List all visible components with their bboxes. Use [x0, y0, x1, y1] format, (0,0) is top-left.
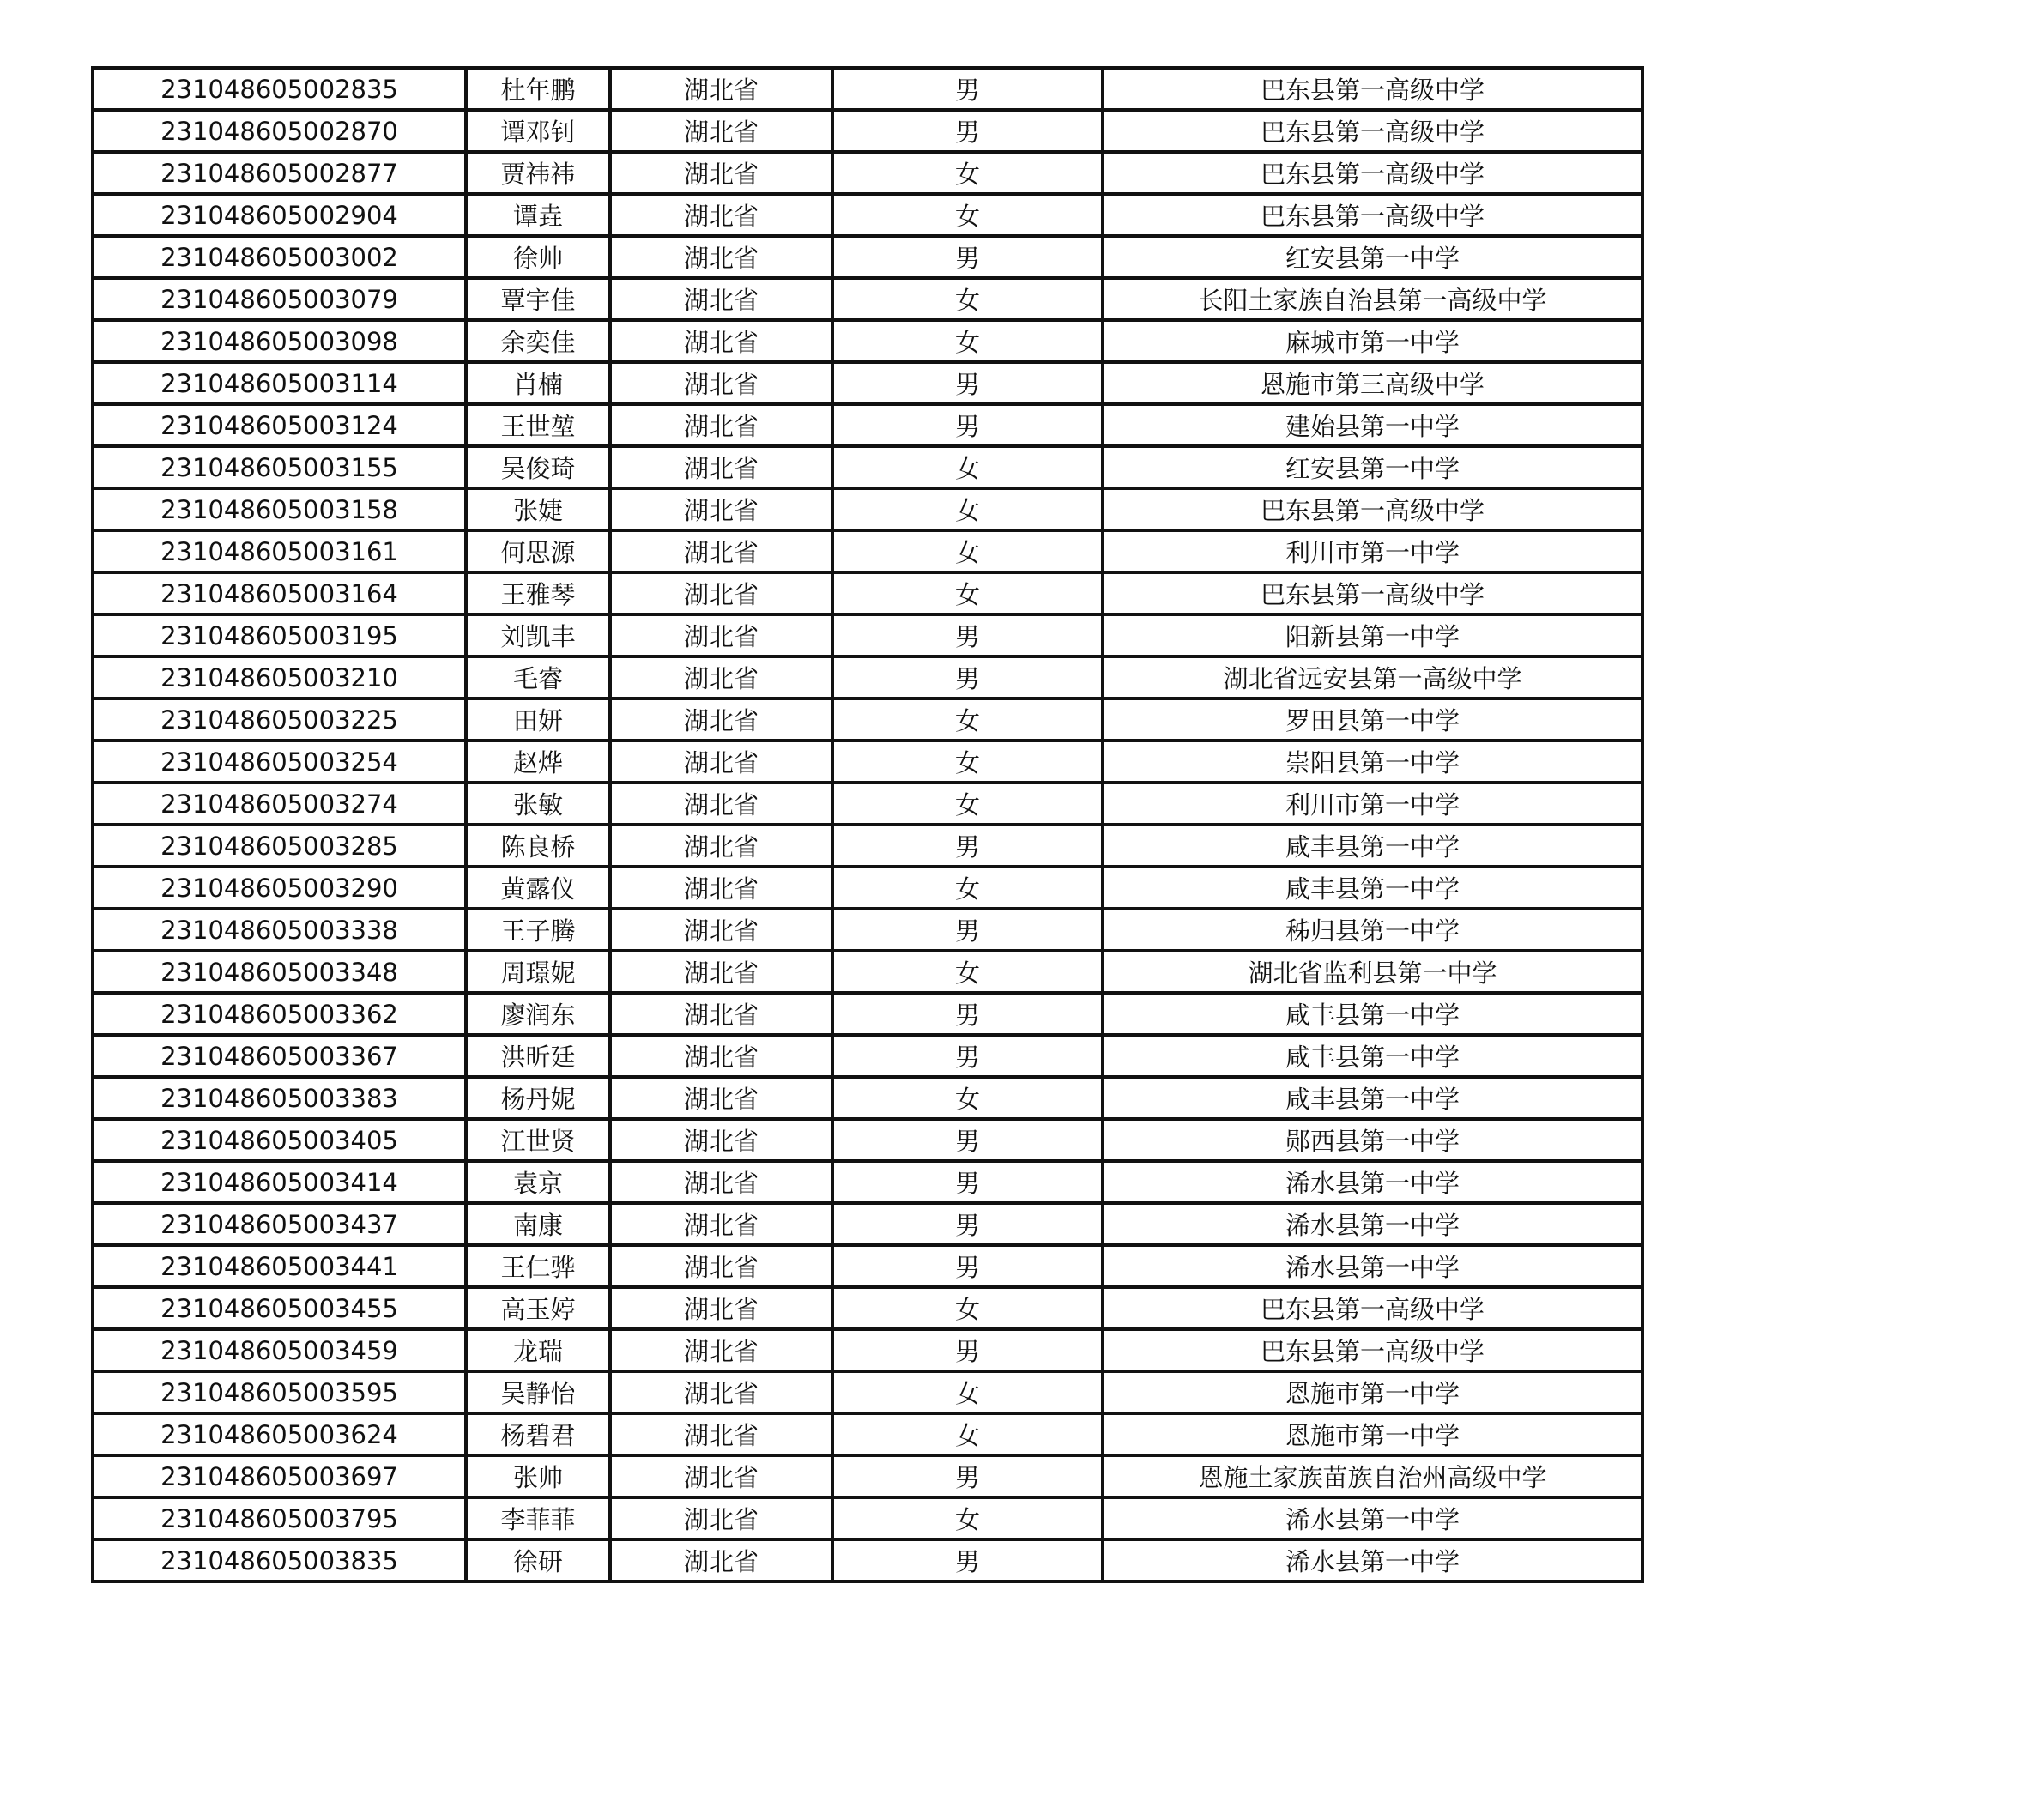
province-cell: 湖北省: [610, 1371, 832, 1413]
school-cell: 浠水县第一中学: [1103, 1161, 1642, 1203]
student-name-cell: 洪昕廷: [466, 1035, 610, 1077]
candidate-id-cell: 231048605003697: [93, 1455, 466, 1497]
province-cell: 湖北省: [610, 362, 832, 404]
gender-cell: 男: [832, 1539, 1103, 1581]
gender-cell: 男: [832, 110, 1103, 152]
province-cell: 湖北省: [610, 1077, 832, 1119]
candidate-id-cell: 231048605003195: [93, 614, 466, 656]
candidate-id-cell: 231048605003098: [93, 320, 466, 362]
gender-cell: 男: [832, 993, 1103, 1035]
candidate-id-cell: 231048605003124: [93, 404, 466, 446]
student-name-cell: 张敏: [466, 783, 610, 825]
school-cell: 咸丰县第一中学: [1103, 867, 1642, 909]
school-cell: 红安县第一中学: [1103, 236, 1642, 278]
student-name-cell: 吴俊琦: [466, 446, 610, 488]
school-cell: 浠水县第一中学: [1103, 1245, 1642, 1287]
province-cell: 湖北省: [610, 1539, 832, 1581]
table-row: [93, 572, 1642, 614]
gender-cell: 女: [832, 741, 1103, 783]
student-name-cell: 袁京: [466, 1161, 610, 1203]
candidate-id-cell: 231048605003405: [93, 1119, 466, 1161]
candidate-id-cell: 231048605002904: [93, 194, 466, 236]
table-row: [93, 825, 1642, 867]
student-name-cell: 王雅琴: [466, 572, 610, 614]
school-cell: 恩施市第一中学: [1103, 1413, 1642, 1455]
student-name-cell: 田妍: [466, 698, 610, 741]
table-row: [93, 68, 1642, 110]
table-row: [93, 1413, 1642, 1455]
province-cell: 湖北省: [610, 1245, 832, 1287]
candidate-id-cell: 231048605003624: [93, 1413, 466, 1455]
table-row: [93, 530, 1642, 572]
province-cell: 湖北省: [610, 867, 832, 909]
table-row: [93, 698, 1642, 741]
table-row: [93, 951, 1642, 993]
candidate-id-cell: 231048605003210: [93, 656, 466, 698]
candidate-id-cell: 231048605003338: [93, 909, 466, 951]
candidate-id-cell: 231048605003164: [93, 572, 466, 614]
candidate-id-cell: 231048605003795: [93, 1497, 466, 1539]
province-cell: 湖北省: [610, 194, 832, 236]
school-cell: 湖北省远安县第一高级中学: [1103, 656, 1642, 698]
table-row: [93, 1371, 1642, 1413]
school-cell: 郧西县第一中学: [1103, 1119, 1642, 1161]
gender-cell: 女: [832, 1413, 1103, 1455]
candidate-id-cell: 231048605003362: [93, 993, 466, 1035]
province-cell: 湖北省: [610, 152, 832, 194]
student-name-cell: 周璟妮: [466, 951, 610, 993]
candidate-id-cell: 231048605003225: [93, 698, 466, 741]
school-cell: 巴东县第一高级中学: [1103, 1287, 1642, 1329]
gender-cell: 男: [832, 404, 1103, 446]
student-name-cell: 徐帅: [466, 236, 610, 278]
student-name-cell: 江世贤: [466, 1119, 610, 1161]
table-row: [93, 194, 1642, 236]
student-name-cell: 张帅: [466, 1455, 610, 1497]
candidate-id-cell: 231048605003158: [93, 488, 466, 530]
student-name-cell: 吴静怡: [466, 1371, 610, 1413]
candidate-id-cell: 231048605003414: [93, 1161, 466, 1203]
province-cell: 湖北省: [610, 404, 832, 446]
candidate-id-cell: 231048605003290: [93, 867, 466, 909]
province-cell: 湖北省: [610, 1161, 832, 1203]
gender-cell: 女: [832, 194, 1103, 236]
province-cell: 湖北省: [610, 825, 832, 867]
school-cell: 巴东县第一高级中学: [1103, 194, 1642, 236]
student-name-cell: 张婕: [466, 488, 610, 530]
gender-cell: 男: [832, 1119, 1103, 1161]
student-name-cell: 杨碧君: [466, 1413, 610, 1455]
province-cell: 湖北省: [610, 614, 832, 656]
student-name-cell: 毛睿: [466, 656, 610, 698]
candidate-id-cell: 231048605003161: [93, 530, 466, 572]
table-row: [93, 1455, 1642, 1497]
student-name-cell: 李菲菲: [466, 1497, 610, 1539]
gender-cell: 女: [832, 1077, 1103, 1119]
table-row: [93, 278, 1642, 320]
province-cell: 湖北省: [610, 1119, 832, 1161]
table-row: [93, 909, 1642, 951]
province-cell: 湖北省: [610, 698, 832, 741]
gender-cell: 男: [832, 656, 1103, 698]
student-name-cell: 何思源: [466, 530, 610, 572]
candidate-id-cell: 231048605003002: [93, 236, 466, 278]
student-name-cell: 高玉婷: [466, 1287, 610, 1329]
province-cell: 湖北省: [610, 1035, 832, 1077]
table-row: [93, 1497, 1642, 1539]
table-row: [93, 783, 1642, 825]
table-row: [93, 1203, 1642, 1245]
candidate-id-cell: 231048605003079: [93, 278, 466, 320]
province-cell: 湖北省: [610, 1455, 832, 1497]
candidate-id-cell: 231048605003835: [93, 1539, 466, 1581]
student-name-cell: 廖润东: [466, 993, 610, 1035]
table-row: [93, 1329, 1642, 1371]
gender-cell: 女: [832, 867, 1103, 909]
table-row: [93, 1539, 1642, 1581]
school-cell: 巴东县第一高级中学: [1103, 572, 1642, 614]
candidate-id-cell: 231048605003285: [93, 825, 466, 867]
student-name-cell: 肖楠: [466, 362, 610, 404]
school-cell: 浠水县第一中学: [1103, 1203, 1642, 1245]
table-row: [93, 404, 1642, 446]
gender-cell: 女: [832, 530, 1103, 572]
student-name-cell: 余奕佳: [466, 320, 610, 362]
province-cell: 湖北省: [610, 783, 832, 825]
table-row: [93, 1119, 1642, 1161]
gender-cell: 女: [832, 783, 1103, 825]
school-cell: 咸丰县第一中学: [1103, 1077, 1642, 1119]
school-cell: 建始县第一中学: [1103, 404, 1642, 446]
school-cell: 浠水县第一中学: [1103, 1539, 1642, 1581]
province-cell: 湖北省: [610, 530, 832, 572]
province-cell: 湖北省: [610, 572, 832, 614]
gender-cell: 女: [832, 1371, 1103, 1413]
gender-cell: 女: [832, 278, 1103, 320]
candidate-id-cell: 231048605003437: [93, 1203, 466, 1245]
table-row: [93, 1035, 1642, 1077]
table-row: [93, 236, 1642, 278]
gender-cell: 女: [832, 572, 1103, 614]
school-cell: 崇阳县第一中学: [1103, 741, 1642, 783]
province-cell: 湖北省: [610, 1497, 832, 1539]
school-cell: 阳新县第一中学: [1103, 614, 1642, 656]
gender-cell: 女: [832, 1497, 1103, 1539]
school-cell: 湖北省监利县第一中学: [1103, 951, 1642, 993]
province-cell: 湖北省: [610, 488, 832, 530]
table-row: [93, 488, 1642, 530]
province-cell: 湖北省: [610, 909, 832, 951]
student-name-cell: 杜年鹏: [466, 68, 610, 110]
school-cell: 长阳土家族自治县第一高级中学: [1103, 278, 1642, 320]
student-name-cell: 徐研: [466, 1539, 610, 1581]
gender-cell: 男: [832, 1203, 1103, 1245]
table-row: [93, 1287, 1642, 1329]
gender-cell: 女: [832, 320, 1103, 362]
school-cell: 咸丰县第一中学: [1103, 1035, 1642, 1077]
table-row: [93, 741, 1642, 783]
table-row: [93, 993, 1642, 1035]
gender-cell: 男: [832, 1035, 1103, 1077]
province-cell: 湖北省: [610, 993, 832, 1035]
gender-cell: 女: [832, 152, 1103, 194]
table-row: [93, 1161, 1642, 1203]
province-cell: 湖北省: [610, 236, 832, 278]
school-cell: 恩施土家族苗族自治州高级中学: [1103, 1455, 1642, 1497]
gender-cell: 女: [832, 698, 1103, 741]
province-cell: 湖北省: [610, 320, 832, 362]
table-row: [93, 320, 1642, 362]
gender-cell: 男: [832, 236, 1103, 278]
student-name-cell: 刘凯丰: [466, 614, 610, 656]
gender-cell: 男: [832, 1455, 1103, 1497]
roster-body: [93, 68, 1642, 1581]
student-name-cell: 王世堃: [466, 404, 610, 446]
candidate-id-cell: 231048605002835: [93, 68, 466, 110]
school-cell: 恩施市第三高级中学: [1103, 362, 1642, 404]
candidate-id-cell: 231048605003254: [93, 741, 466, 783]
gender-cell: 男: [832, 614, 1103, 656]
school-cell: 巴东县第一高级中学: [1103, 488, 1642, 530]
student-name-cell: 龙瑞: [466, 1329, 610, 1371]
province-cell: 湖北省: [610, 1413, 832, 1455]
student-name-cell: 南康: [466, 1203, 610, 1245]
student-name-cell: 黄露仪: [466, 867, 610, 909]
student-name-cell: 谭邓钊: [466, 110, 610, 152]
gender-cell: 男: [832, 1245, 1103, 1287]
candidate-id-cell: 231048605003455: [93, 1287, 466, 1329]
gender-cell: 女: [832, 488, 1103, 530]
province-cell: 湖北省: [610, 1203, 832, 1245]
student-name-cell: 杨丹妮: [466, 1077, 610, 1119]
table-row: [93, 1245, 1642, 1287]
province-cell: 湖北省: [610, 278, 832, 320]
province-cell: 湖北省: [610, 741, 832, 783]
candidate-id-cell: 231048605003441: [93, 1245, 466, 1287]
province-cell: 湖北省: [610, 951, 832, 993]
school-cell: 咸丰县第一中学: [1103, 993, 1642, 1035]
school-cell: 巴东县第一高级中学: [1103, 152, 1642, 194]
school-cell: 恩施市第一中学: [1103, 1371, 1642, 1413]
province-cell: 湖北省: [610, 656, 832, 698]
gender-cell: 女: [832, 1287, 1103, 1329]
school-cell: 利川市第一中学: [1103, 530, 1642, 572]
gender-cell: 女: [832, 446, 1103, 488]
school-cell: 巴东县第一高级中学: [1103, 110, 1642, 152]
school-cell: 罗田县第一中学: [1103, 698, 1642, 741]
gender-cell: 男: [832, 68, 1103, 110]
gender-cell: 男: [832, 1161, 1103, 1203]
candidate-id-cell: 231048605003595: [93, 1371, 466, 1413]
candidate-id-cell: 231048605003367: [93, 1035, 466, 1077]
student-name-cell: 贾祎祎: [466, 152, 610, 194]
table-row: [93, 614, 1642, 656]
candidate-id-cell: 231048605003348: [93, 951, 466, 993]
student-name-cell: 王子腾: [466, 909, 610, 951]
school-cell: 咸丰县第一中学: [1103, 825, 1642, 867]
candidate-id-cell: 231048605003114: [93, 362, 466, 404]
student-name-cell: 陈良桥: [466, 825, 610, 867]
gender-cell: 女: [832, 951, 1103, 993]
province-cell: 湖北省: [610, 1287, 832, 1329]
school-cell: 红安县第一中学: [1103, 446, 1642, 488]
student-name-cell: 王仁骅: [466, 1245, 610, 1287]
table-row: [93, 110, 1642, 152]
school-cell: 利川市第一中学: [1103, 783, 1642, 825]
student-roster-table: [91, 66, 1644, 1583]
school-cell: 巴东县第一高级中学: [1103, 68, 1642, 110]
gender-cell: 男: [832, 1329, 1103, 1371]
province-cell: 湖北省: [610, 446, 832, 488]
gender-cell: 男: [832, 909, 1103, 951]
gender-cell: 男: [832, 362, 1103, 404]
province-cell: 湖北省: [610, 1329, 832, 1371]
candidate-id-cell: 231048605002877: [93, 152, 466, 194]
student-name-cell: 赵烨: [466, 741, 610, 783]
student-name-cell: 谭垚: [466, 194, 610, 236]
candidate-id-cell: 231048605003274: [93, 783, 466, 825]
table-row: [93, 362, 1642, 404]
school-cell: 麻城市第一中学: [1103, 320, 1642, 362]
gender-cell: 男: [832, 825, 1103, 867]
table-row: [93, 152, 1642, 194]
table-row: [93, 446, 1642, 488]
candidate-id-cell: 231048605003383: [93, 1077, 466, 1119]
candidate-id-cell: 231048605003459: [93, 1329, 466, 1371]
province-cell: 湖北省: [610, 110, 832, 152]
school-cell: 浠水县第一中学: [1103, 1497, 1642, 1539]
table-row: [93, 867, 1642, 909]
school-cell: 巴东县第一高级中学: [1103, 1329, 1642, 1371]
table-row: [93, 1077, 1642, 1119]
student-name-cell: 覃宇佳: [466, 278, 610, 320]
school-cell: 秭归县第一中学: [1103, 909, 1642, 951]
candidate-id-cell: 231048605003155: [93, 446, 466, 488]
table-row: [93, 656, 1642, 698]
candidate-id-cell: 231048605002870: [93, 110, 466, 152]
province-cell: 湖北省: [610, 68, 832, 110]
